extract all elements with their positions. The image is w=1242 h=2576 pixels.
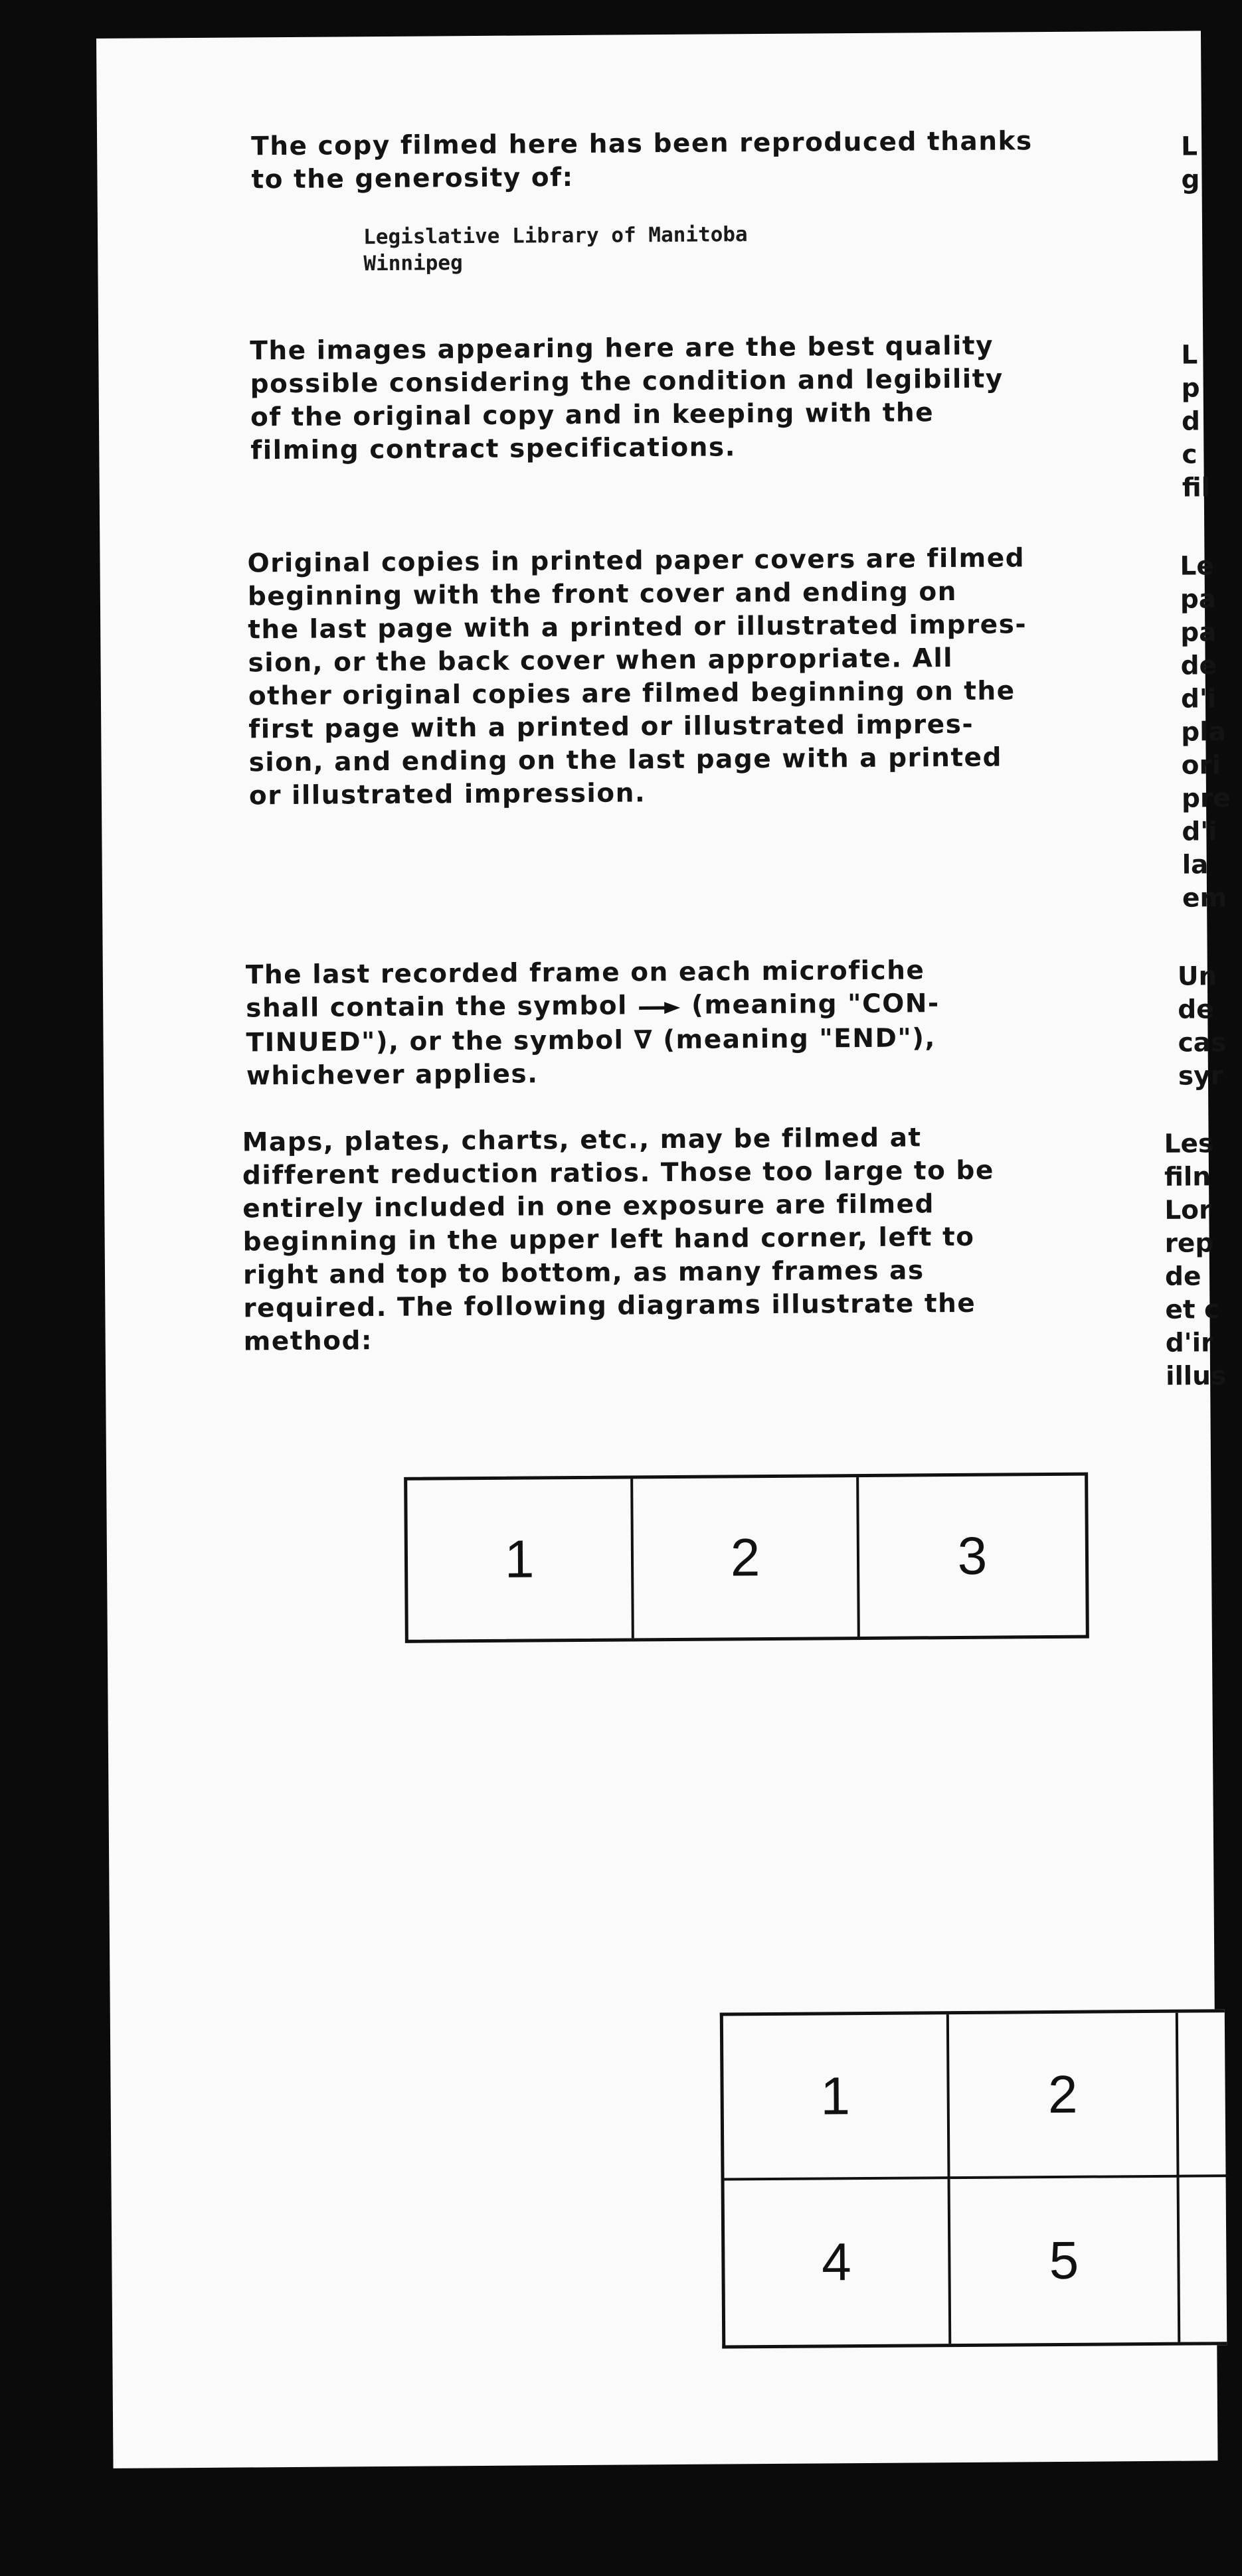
symbols-paragraph <box>246 954 940 1093</box>
symbols-line-3-start: TINUED"), or the symbol <box>246 1024 634 1058</box>
triangle-end-icon: ∇ <box>634 1024 654 1055</box>
right-fragment-originals: Le pa pa de d'i pla ori pre d'i la em <box>1180 551 1231 914</box>
maps-paragraph: Maps, plates, charts, etc., may be filmed at different reduction ratios. Those too large to be entirely included in one exposure are filmed beginning in the upper left hand corner, left to right and top to bottom, as many frames as required. The following diagrams illustrate the method: <box>242 1123 994 1357</box>
grid-cell-3 <box>1178 2012 1229 2178</box>
symbols-line-2-start: shall contain the symbol <box>246 991 638 1024</box>
symbols-line-1: The last recorded frame on each microfiche <box>245 955 925 991</box>
frame-cell-1: 1 <box>407 1479 634 1639</box>
institution-name: Legislative Library of Manitoba Winnipeg <box>363 222 748 276</box>
arrow-continued-icon <box>638 990 681 1023</box>
grid-cell-5: 5 <box>950 2178 1181 2344</box>
thanks-paragraph: The copy filmed here has been reproduced thanks to the generosity of: <box>250 126 1033 195</box>
symbols-line-2 <box>246 987 940 1026</box>
grid-cell-6 <box>1180 2177 1231 2342</box>
grid-cell-4: 4 <box>725 2179 952 2345</box>
filmed-page <box>96 31 1231 2468</box>
grid-cell-2: 2 <box>949 2013 1180 2179</box>
symbols-line-3 <box>246 1022 940 1060</box>
right-fragment-symbols: Un de cas syr <box>1177 961 1227 1091</box>
frame-cell-3: 3 <box>957 1526 988 1586</box>
right-fragment-thanks: L g <box>1181 131 1200 195</box>
diagram-row-frames <box>404 1473 1089 1643</box>
right-fragment-quality: L p d c fil <box>1181 340 1211 503</box>
symbols-line-3-end: (meaning "END"), <box>653 1022 936 1055</box>
originals-paragraph: Original copies in printed paper covers are filmed beginning with the front cover and ending on the last page with a printed or illustrated impres- sion, or the back cover when appropriate. All other original copies are filmed beginning on the first page with a printed or illustrated impres- sion, and ending on the last page with a printed or illustrated impression. <box>247 543 1027 811</box>
diagram-grid-frames <box>720 2009 1227 2348</box>
grid-cell-1: 1 <box>723 2014 950 2180</box>
symbols-line-2-end: (meaning "CON- <box>681 989 940 1020</box>
quality-paragraph: The images appearing here are the best quality possible considering the condition and legibility of the original copy and in keeping with the filming contract specifications. <box>250 331 1004 466</box>
symbols-line-4: whichever applies. <box>246 1058 539 1091</box>
frame-cell-2: 2 <box>633 1477 860 1638</box>
right-fragment-maps: Les filn Lor rep de et c d'ir illus <box>1164 1129 1227 1392</box>
